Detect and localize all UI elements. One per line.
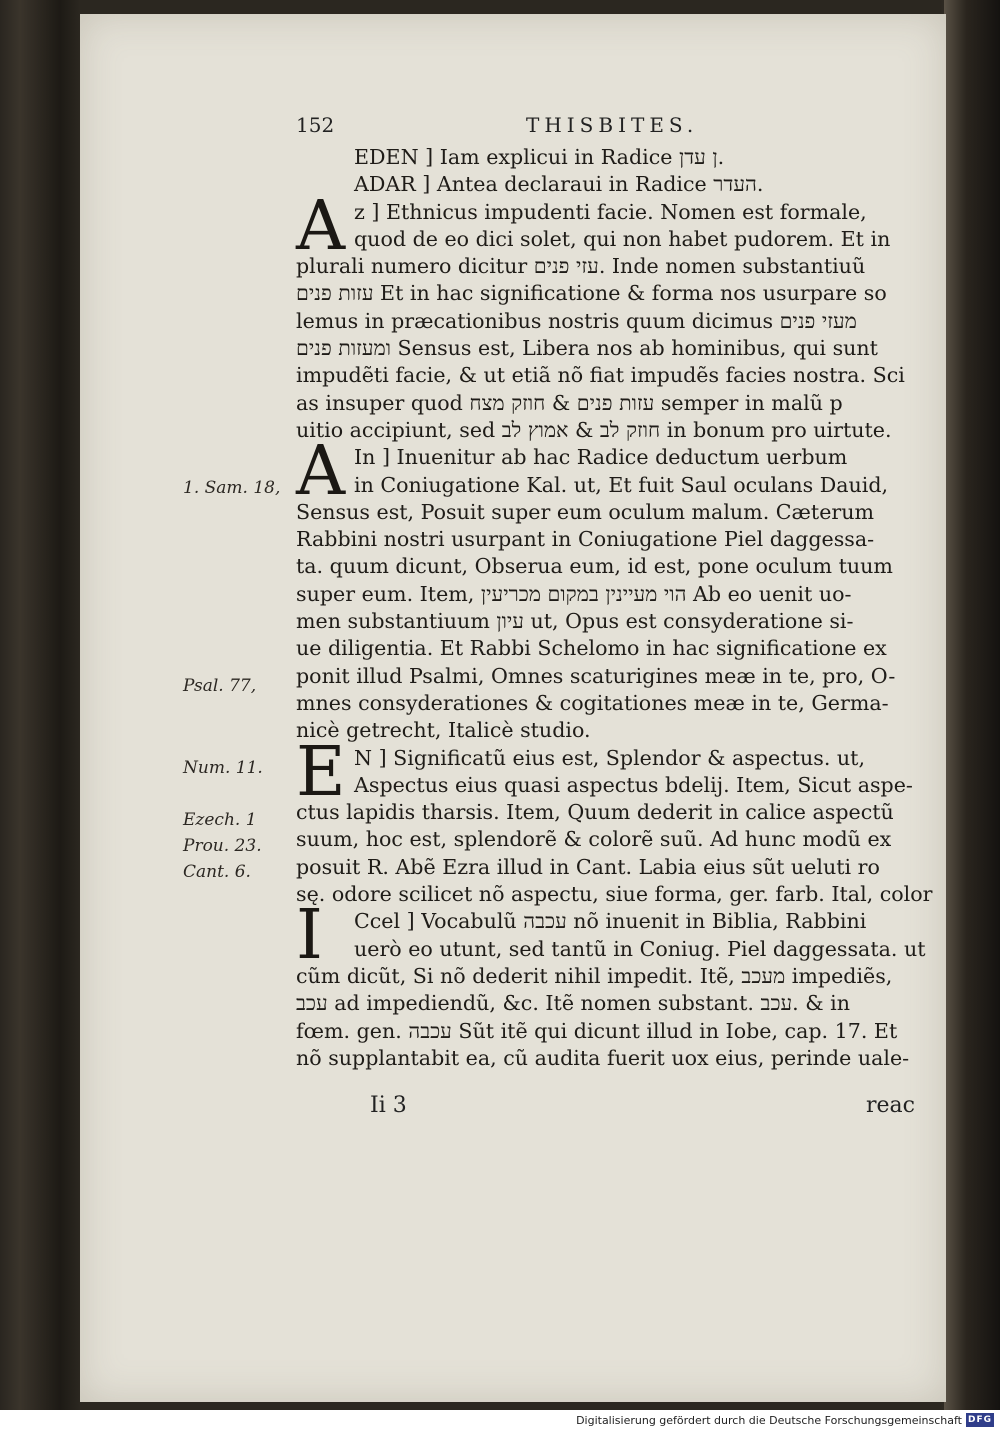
text-line xyxy=(296,635,936,662)
text-line-content: ue diligentia. Et Rabbi Schelomo in hac significatione ex xyxy=(296,636,887,661)
text-line-content: ומעזות פנים Sensus est, Libera nos ab hominibus, qui sunt xyxy=(296,336,878,361)
drop-cap-letter: E xyxy=(296,732,346,812)
margin-note-1-sam: 1. Sam. 18, xyxy=(183,478,281,498)
text-line xyxy=(296,717,936,744)
drop-cap-letter: A xyxy=(296,186,346,266)
text-line-content: ctus lapidis tharsis. Item, Quum dederit in calice aspectũ xyxy=(296,800,894,825)
text-line xyxy=(296,499,936,526)
text-line-content: quod de eo dici solet, qui non habet pudorem. Et in xyxy=(354,226,891,251)
text-line-content: cũm dicũt, Si nõ dederit nihil impedit. Itẽ, מעכב impediẽs, xyxy=(296,963,893,988)
text-line-content: Sensus est, Posuit super eum oculum malum. Cæterum xyxy=(296,499,875,524)
text-line xyxy=(296,936,936,963)
text-line xyxy=(296,990,936,1017)
text-line xyxy=(296,335,936,362)
text-line xyxy=(296,144,936,171)
text-line xyxy=(296,553,936,580)
text-line xyxy=(296,826,936,853)
text-line xyxy=(296,1018,936,1045)
drop-cap-letter: A xyxy=(296,432,346,512)
text-line xyxy=(296,854,936,881)
catchword: reac xyxy=(866,1093,915,1118)
page-number: 152 xyxy=(296,113,335,137)
text-line-content: עכב ad impediendũ, &c. Itẽ nomen substant. עכב. & in xyxy=(296,991,850,1016)
text-line-content: ta. quum dicunt, Obserua eum, id est, pone oculum tuum xyxy=(296,554,893,579)
text-line-content: posuit R. Abẽ Ezra illud in Cant. Labia eius sũt ueluti ro xyxy=(296,854,880,879)
text-line xyxy=(296,390,936,417)
digitization-footer xyxy=(0,1410,1000,1432)
text-line-content: men substantiuum עיון ut, Opus est consyderatione si- xyxy=(296,609,854,634)
margin-note-prou: Prou. 23. xyxy=(183,836,262,856)
text-line-content: uitio accipiunt, sed חוזק לב & אמוץ לב in bonum pro uirtute. xyxy=(296,417,892,442)
main-text xyxy=(296,144,936,1072)
text-line xyxy=(296,308,936,335)
drop-cap-letter: I xyxy=(296,896,323,976)
text-line-content: in Coniugatione Kal. ut, Et fuit Saul oculans Dauid, xyxy=(354,472,889,497)
text-line xyxy=(296,772,936,799)
book-edge xyxy=(944,0,1000,1410)
margin-note-num: Num. 11. xyxy=(183,758,263,778)
text-line xyxy=(296,253,936,280)
running-title: THISBITES. xyxy=(526,113,699,137)
text-line-content: suum, hoc est, splendorẽ & colorẽ suũ. Ad hunc modũ ex xyxy=(296,827,892,852)
text-line xyxy=(296,881,936,908)
margin-note-cant: Cant. 6. xyxy=(183,862,251,882)
text-line-content: z ] Ethnicus impudenti facie. Nomen est formale, xyxy=(354,199,867,224)
text-line xyxy=(296,690,936,717)
text-line xyxy=(296,226,936,253)
text-line xyxy=(296,280,936,307)
margin-note-ezech: Ezech. 1 xyxy=(183,810,257,830)
digitization-credit: Digitalisierung gefördert durch die Deutsche Forschungsgemeinschaft xyxy=(576,1414,962,1427)
text-line xyxy=(296,963,936,990)
text-line-content: עזות פנים Et in hac significatione & forma nos usurpare so xyxy=(296,281,887,306)
text-line-content: ADAR ] Antea declaraui in Radice העדר. xyxy=(354,172,764,197)
text-line-content: mnes consyderationes & cogitationes meæ in te, Germa- xyxy=(296,690,889,715)
text-line-content: uerò eo utunt, sed tantũ in Coniug. Piel daggessata. ut xyxy=(354,936,926,961)
text-line-content: ponit illud Psalmi, Omnes scaturigines meæ in te, pro, O- xyxy=(296,663,896,688)
text-line xyxy=(296,581,936,608)
text-line-content: In ] Inuenitur ab hac Radice deductum uerbum xyxy=(354,445,848,470)
text-line-content: EDEN ] Iam explicui in Radice ן עדן. xyxy=(354,145,725,169)
text-line-content: Ccel ] Vocabulũ עכבה nõ inuenit in Biblia, Rabbini xyxy=(354,909,867,934)
text-line-content: impudẽti facie, & ut etiã nõ fiat impudẽs facies nostra. Sci xyxy=(296,363,905,388)
text-line xyxy=(296,608,936,635)
dfg-logo-icon: DFG xyxy=(967,1415,992,1425)
text-line xyxy=(296,417,936,444)
text-line-content: sę. odore scilicet nõ aspectu, siue forma, ger. farb. Ital, color xyxy=(296,882,933,907)
text-line xyxy=(296,663,936,690)
text-line xyxy=(296,526,936,553)
text-line xyxy=(296,171,936,198)
text-line-content: fœm. gen. עכבה Sũt itẽ qui dicunt illud in Iobe, cap. 17. Et xyxy=(296,1018,898,1043)
text-line-content: Aspectus eius quasi aspectus bdelij. Item, Sicut aspe- xyxy=(354,772,913,797)
text-line-content: Rabbini nostri usurpant in Coniugatione Piel daggessa- xyxy=(296,527,875,552)
text-line xyxy=(296,1045,936,1072)
text-line-content: lemus in præcationibus nostris quum dicimus מעזי פנים xyxy=(296,308,857,333)
text-line xyxy=(296,362,936,389)
text-line-content: nõ supplantabit ea, cũ audita fuerit uox eius, perinde uale- xyxy=(296,1045,910,1070)
text-line-content: super eum. Item, הוי מעיינין במקום מכריעין Ab eo uenit uo- xyxy=(296,581,852,606)
text-line xyxy=(296,799,936,826)
text-line-content: plurali numero dicitur עזי פנים. Inde nomen substantiuũ xyxy=(296,254,866,279)
text-line-content: nicè getrecht, Italicè studio. xyxy=(296,718,591,743)
text-line xyxy=(296,472,936,499)
signature-mark: Ii 3 xyxy=(370,1093,407,1118)
page-header xyxy=(296,113,936,143)
text-line-content: as insuper quod עזות פנים & חוזק מצח semper in malũ p xyxy=(296,390,843,415)
text-line-content: N ] Significatũ eius est, Splendor & aspectus. ut, xyxy=(354,745,865,770)
margin-note-psal: Psal. 77, xyxy=(183,676,257,696)
